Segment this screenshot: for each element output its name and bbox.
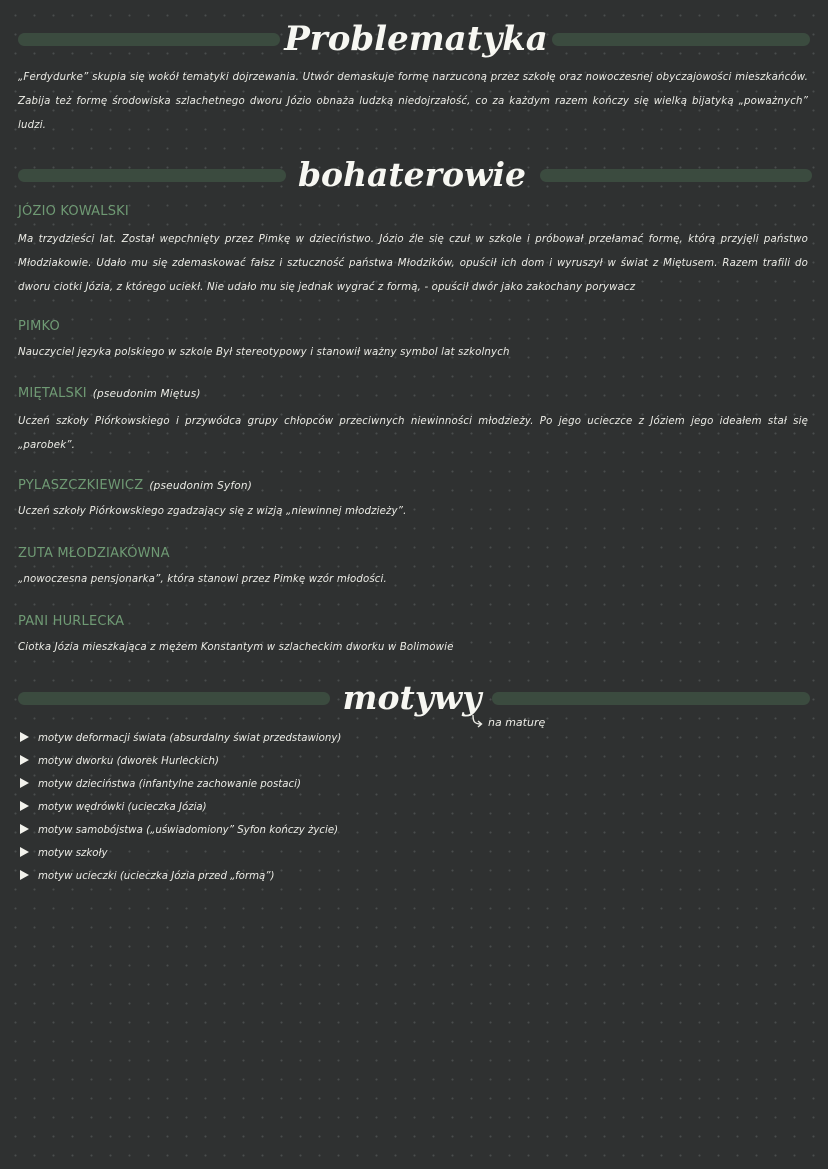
heading-bohaterowie [0, 151, 828, 199]
triangle-bullet-icon [20, 732, 29, 742]
list-item [20, 865, 341, 888]
character-name-text: ZUTA MŁODZIAKÓWNA [18, 546, 170, 561]
motif-text: motyw deformacji świata (absurdalny świat przedstawiony) [38, 733, 342, 744]
motifs-list [20, 727, 341, 888]
list-item [20, 842, 341, 865]
character-description-jozio: Ma trzydzieści lat. Został wepchnięty przez Pimkę w dzieciństwo. Józio źle się czuł w szkole i próbował przełamać formę, którą przyjęli państwo Młodziakowie. Udało mu się zdemaskować fałsz i sztuczność państwa Młodzików, opuścił ich dom i wyruszył w świat z Miętusem. Razem trafili do dworu ciotki Józia, z którego uciekł. Nie udało mu się jednak wygrać z formą, - opuścił dwór jako zakochany porywacz [18, 234, 808, 293]
triangle-bullet-icon [20, 755, 29, 765]
character-description-mietalski: Uczeń szkoły Piórkowskiego i przywódca grupy chłopców przeciwnych niewinności młodzieży. Po jego ucieczce z Józiem jego ideałem stał się „parobek”. [18, 416, 808, 451]
character-alias: (pseudonim Syfon) [149, 480, 253, 492]
character-name-jozio [18, 204, 129, 219]
triangle-bullet-icon [20, 778, 29, 788]
character-name-pylaszczkiewicz [18, 478, 252, 493]
character-name-text: PIMKO [18, 319, 60, 334]
character-description-pylaszczkiewicz: Uczeń szkoły Piórkowskiego zgadzający się z wizją „niewinnej młodzieży”. [18, 506, 407, 517]
character-alias: (pseudonim Miętus) [92, 388, 201, 400]
character-name-text: JÓZIO KOWALSKI [18, 204, 129, 219]
motifs-note [470, 714, 545, 729]
list-item [20, 796, 341, 819]
character-name-text: PYLASZCZKIEWICZ [18, 478, 144, 493]
list-item [20, 773, 341, 796]
list-item [20, 727, 341, 750]
character-description-zuta: „nowoczesna pensjonarka”, która stanowi przez Pimkę wzór młodości. [18, 574, 387, 585]
triangle-bullet-icon [20, 847, 29, 857]
motif-text: motyw ucieczki (ucieczka Józia przed „formą”) [38, 871, 275, 882]
heading-motywy [0, 674, 828, 722]
curved-arrow-icon [470, 714, 484, 728]
motif-text: motyw szkoły [38, 848, 108, 859]
triangle-bullet-icon [20, 801, 29, 811]
character-description-hurlecka: Ciotka Józia mieszkająca z mężem Konstantym w szlacheckim dworku w Bolimowie [18, 642, 454, 653]
heading-bar-right [552, 33, 810, 46]
heading-bar-left [18, 33, 280, 46]
heading-problematyka-title: Problematyka [284, 19, 548, 59]
heading-bar-right [540, 169, 812, 182]
motifs-note-text: na maturę [488, 716, 546, 729]
character-name-mietalski [18, 386, 201, 401]
heading-bar-left [18, 692, 330, 705]
heading-bohaterowie-title: bohaterowie [297, 155, 527, 194]
heading-problematyka [0, 15, 828, 63]
character-name-zuta [18, 546, 170, 561]
character-name-text: PANI HURLECKA [18, 614, 125, 629]
triangle-bullet-icon [20, 870, 29, 880]
triangle-bullet-icon [20, 824, 29, 834]
list-item [20, 750, 341, 773]
character-description-pimko: Nauczyciel języka polskiego w szkole Był stereotypowy i stanowił ważny symbol lat szkolnych [18, 347, 510, 358]
character-name-pimko [18, 319, 60, 334]
list-item [20, 819, 341, 842]
motif-text: motyw wędrówki (ucieczka Józia) [38, 802, 207, 813]
heading-bar-left [18, 169, 286, 182]
character-name-text: MIĘTALSKI [18, 386, 87, 401]
motif-text: motyw samobójstwa („uświadomiony” Syfon kończy życie) [38, 825, 339, 836]
character-name-hurlecka [18, 614, 124, 629]
heading-motywy-title: motywy [342, 678, 482, 717]
motif-text: motyw dzieciństwa (infantylne zachowanie postaci) [38, 779, 301, 790]
motif-text: motyw dworku (dworek Hurleckich) [38, 756, 219, 767]
heading-bar-right [492, 692, 810, 705]
problematyka-text: „Ferdydurke” skupia się wokół tematyki dojrzewania. Utwór demaskuje formę narzuconą przez szkołę oraz nowoczesnej obyczajowości mieszkańców. Zabija też formę środowiska szlachetnego dworu Józio obnaża ludzką niedojrzałość, co za każdym razem kończy się wielką bijatyką „poważnych” ludzi. [18, 72, 808, 131]
